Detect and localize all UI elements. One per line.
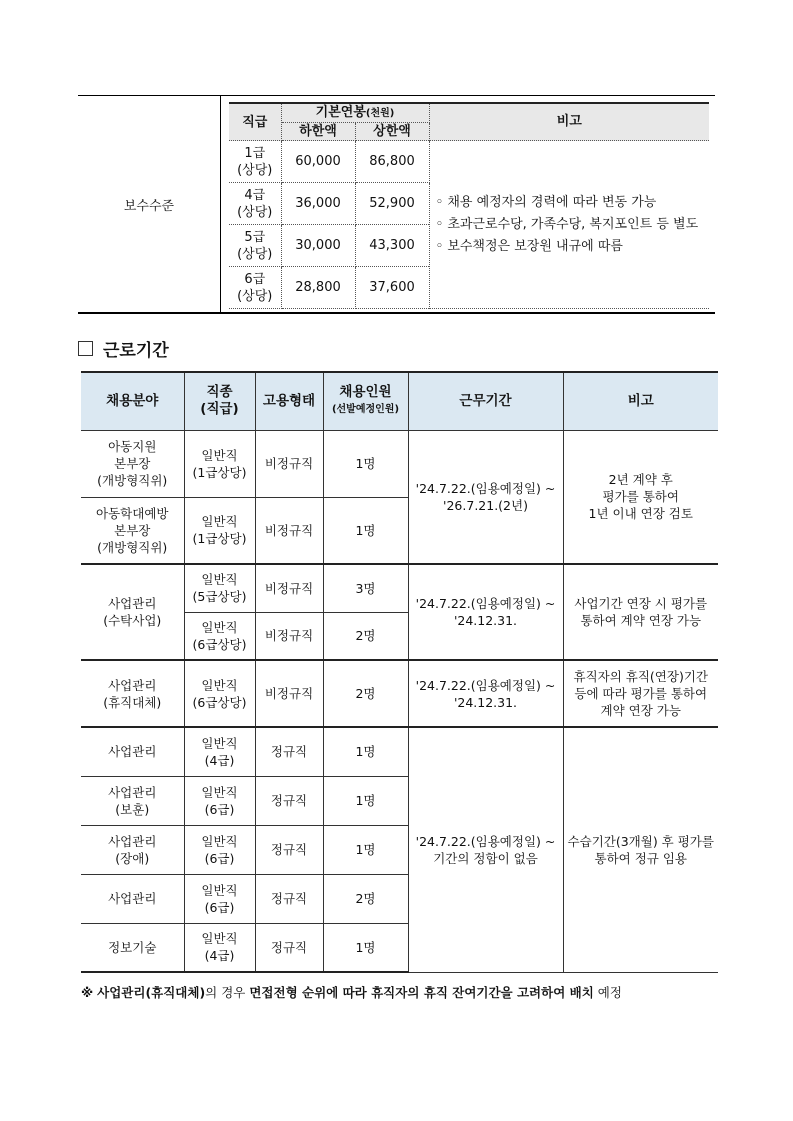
count-cell: 3명 — [323, 564, 408, 612]
grade-cell: 1급 (상당) — [229, 141, 281, 183]
salary-label: 보수수준 — [123, 198, 175, 214]
remarks-header: 비고 — [563, 372, 718, 430]
grade-cell: 5급 (상당) — [229, 225, 281, 267]
job-cell: 일반직 (4급) — [184, 923, 255, 972]
field-cell: 아동지원 본부장 (개방형직위) — [81, 430, 184, 497]
min-cell: 36,000 — [281, 183, 355, 225]
field-cell: 사업관리 — [81, 727, 184, 776]
remarks-cell: 휴직자의 휴직(연장)기간 등에 따라 평가를 통하여 계약 연장 가능 — [563, 660, 718, 727]
min-cell: 28,800 — [281, 267, 355, 309]
reference-mark: ※ — [81, 985, 94, 1000]
field-cell: 사업관리 (장애) — [81, 825, 184, 874]
employment-cell: 정규직 — [255, 776, 323, 825]
job-cell: 일반직 (6급) — [184, 874, 255, 923]
job-cell: 일반직 (1급상당) — [184, 430, 255, 497]
max-cell: 52,900 — [355, 183, 429, 225]
footnote-text: 의 경우 — [205, 985, 246, 1000]
max-cell: 37,600 — [355, 267, 429, 309]
field-cell: 사업관리 (휴직대체) — [81, 660, 184, 727]
period-cell: '24.7.22.(임용예정일) ~ '24.12.31. — [408, 660, 563, 727]
grade-header: 직급 — [229, 103, 281, 141]
salary-section — [78, 95, 715, 314]
employment-cell: 정규직 — [255, 825, 323, 874]
count-cell: 2명 — [323, 874, 408, 923]
period-cell: '24.7.22.(임용예정일) ~ '26.7.21.(2년) — [408, 430, 563, 564]
salary-remarks-header: 비고 — [429, 103, 709, 141]
max-cell: 86,800 — [355, 141, 429, 183]
employment-cell: 비정규직 — [255, 430, 323, 497]
period-cell: '24.7.22.(임용예정일) ~ 기간의 정함이 없음 — [408, 727, 563, 972]
employment-cell: 정규직 — [255, 923, 323, 972]
job-cell: 일반직 (4급) — [184, 727, 255, 776]
count-cell: 1명 — [323, 430, 408, 497]
annual-salary-header: 기본연봉(천원) — [281, 103, 429, 123]
count-cell: 2명 — [323, 660, 408, 727]
remarks-cell: 수습기간(3개월) 후 평가를 통하여 정규 임용 — [563, 727, 718, 972]
table-row — [81, 727, 718, 776]
employment-cell: 비정규직 — [255, 612, 323, 660]
salary-table — [229, 102, 709, 309]
employment-cell: 비정규직 — [255, 564, 323, 612]
header-row — [81, 372, 718, 430]
field-cell: 사업관리 — [81, 874, 184, 923]
count-cell: 1명 — [323, 923, 408, 972]
salary-note: ◦ 보수책정은 보장원 내규에 따름 — [435, 238, 623, 254]
field-cell: 사업관리 (보훈) — [81, 776, 184, 825]
field-cell: 아동학대예방 본부장 (개방형직위) — [81, 497, 184, 564]
min-cell: 30,000 — [281, 225, 355, 267]
remarks-cell: 사업기간 연장 시 평가를 통하여 계약 연장 가능 — [563, 564, 718, 660]
employment-cell: 정규직 — [255, 727, 323, 776]
count-cell: 1명 — [323, 776, 408, 825]
footnote-text-end: 예정 — [597, 985, 622, 1000]
period-cell: '24.7.22.(임용예정일) ~ '24.12.31. — [408, 564, 563, 660]
max-header: 상한액 — [355, 123, 429, 141]
job-cell: 일반직 (6급상당) — [184, 612, 255, 660]
footnote-bold-detail: 면접전형 순위에 따라 휴직자의 휴직 잔여기간을 고려하여 배치 — [249, 985, 594, 1000]
checkbox-square-icon — [78, 341, 93, 356]
remarks-cell: 2년 계약 후 평가를 통하여 1년 이내 연장 검토 — [563, 430, 718, 564]
period-header: 근무기간 — [408, 372, 563, 430]
employment-cell: 비정규직 — [255, 660, 323, 727]
section-title: 근로기간 — [103, 340, 169, 361]
job-cell: 일반직 (6급상당) — [184, 660, 255, 727]
job-cell: 일반직 (6급) — [184, 825, 255, 874]
salary-row — [229, 141, 709, 183]
field-cell: 정보기술 — [81, 923, 184, 972]
field-header: 채용분야 — [81, 372, 184, 430]
salary-note: ◦ 초과근로수당, 가족수당, 복지포인트 등 별도 — [435, 216, 699, 232]
max-cell: 43,300 — [355, 225, 429, 267]
footnote-bold-subject: 사업관리(휴직대체) — [97, 985, 206, 1000]
work-period-table — [81, 371, 718, 973]
job-cell: 일반직 (1급상당) — [184, 497, 255, 564]
employment-header: 고용형태 — [255, 372, 323, 430]
min-header: 하한액 — [281, 123, 355, 141]
employment-cell: 정규직 — [255, 874, 323, 923]
footnote — [81, 983, 721, 1001]
table-row — [81, 564, 718, 612]
employment-cell: 비정규직 — [255, 497, 323, 564]
field-cell: 사업관리 (수탁사업) — [81, 564, 184, 660]
min-cell: 60,000 — [281, 141, 355, 183]
count-cell: 1명 — [323, 727, 408, 776]
count-cell: 1명 — [323, 497, 408, 564]
job-cell: 일반직 (5급상당) — [184, 564, 255, 612]
salary-note: ◦ 채용 예정자의 경력에 따라 변동 가능 — [435, 194, 657, 210]
table-row — [81, 660, 718, 727]
grade-cell: 4급 (상당) — [229, 183, 281, 225]
section-heading — [78, 336, 169, 360]
job-cell: 일반직 (6급) — [184, 776, 255, 825]
table-row — [81, 430, 718, 497]
job-type-header: 직종 (직급) — [184, 372, 255, 430]
salary-divider — [220, 96, 221, 312]
count-cell: 1명 — [323, 825, 408, 874]
count-header: 채용인원 (선발예정인원) — [323, 372, 408, 430]
salary-notes — [429, 141, 709, 309]
count-cell: 2명 — [323, 612, 408, 660]
grade-cell: 6급 (상당) — [229, 267, 281, 309]
